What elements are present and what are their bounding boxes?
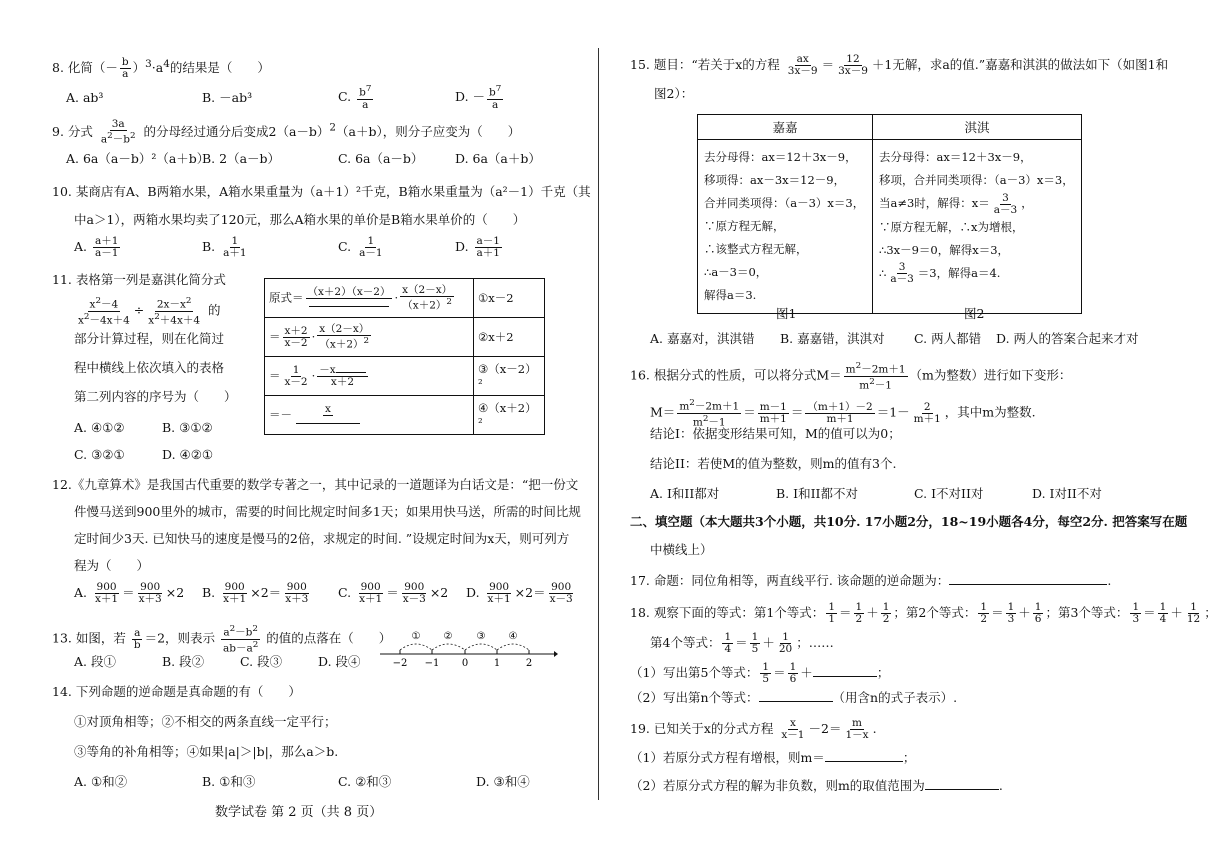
q13-stem: 13. 如图，若 $\frac{a}{b}$ ＝2，则表示 $\frac{a^2-b^2}{ab-a^2}$ 的值的点落在（ ） <box>52 624 392 654</box>
q14-option-b: B. ①和③ <box>202 774 256 789</box>
q11-option-d: D. ④②① <box>162 447 214 462</box>
q12-line3: 定时间少3天. 已知快马的速度是慢马的2倍，求规定的时间. ”设规定时间为x天，则可列方 <box>74 531 570 546</box>
q19-line1: 19. 已知关于x的分式方程 $\frac{x}{x-1}$ －2＝ $\frac{m}{1-x}$ . <box>630 717 877 741</box>
jiajia-solution: 去分母得：ax＝12＋3x－9， 移项得：ax－3x＝12－9， 合并同类项得：（a－3）x＝3， ∵原方程无解， ∴该整式方程无解， ∴a－3＝0， 解得a＝3. <box>698 140 873 314</box>
q15-option-b: B. 嘉嘉错，淇淇对 <box>780 331 885 346</box>
q11-line5: 第二列内容的序号为（ ） <box>74 389 237 404</box>
header-qiqi: 淇淇 <box>873 115 1082 140</box>
q14-stem: 14. 下列命题的逆命题是真命题的有（ ） <box>52 684 301 699</box>
q11-cell: 原式＝ （x＋2）（x－2） · $\frac{x(2-x)}{(x+2)^2}$ <box>265 279 474 318</box>
q12-line4: 程为（ ） <box>74 558 150 573</box>
q11-line2: $\frac{x^2-4}{x^2-4x+4}$ ÷ $\frac{2x-x^2}{x^2+4x+4}$ 的 <box>78 296 221 326</box>
q11-line1: 11. 表格第一列是嘉淇化简分式 <box>52 272 226 287</box>
q15-line1: 15. 题目：“若关于x的方程 $\frac{ax}{3x-9}$ ＝ $\frac{12}{3x-9}$ ＋1无解，求a的值.”嘉嘉和淇淇的做法如下（如图1和 <box>630 53 1169 77</box>
q11-line3: 部分计算过程，则在化简过 <box>74 331 225 346</box>
q8-stem: 8. 化简（－ $\frac{b}{a}$ ）$^3\cdot a^4$的结果是（ ） <box>52 56 270 81</box>
q9-stem: 9. 分式 $\frac{3a}{a^2-b^2}$ 的分母经过通分后变成$2(a-b)^2(a+b)$，则分子应变为（ ） <box>52 118 521 146</box>
q8-option-c: C. $\frac{b^7}{a}$ <box>338 84 372 111</box>
q18-part1: （1）写出第5个等式： $\frac{1}{5}$ ＝ $\frac{1}{6}$ ＋ ； <box>630 661 890 685</box>
q9-option-b: B. 2（a－b） <box>202 151 281 166</box>
q12-option-c: C. $\frac{900}{x+1}$ ＝ $\frac{900}{x-3}$ ×2 <box>338 581 449 605</box>
q18-line1: 18. 观察下面的等式：第1个等式： $\frac{1}{1}$ ＝ $\frac{1}{2}$ ＋ $\frac{1}{2}$ ；第2个等式： $\frac{1}{2}$ ＝ $\frac{1}{3}$ ＋ $\frac{1}{6}$ ；第3个等式： $\frac{1}{3}$ ＝ $\frac{1}{4}$ ＋ $\frac{1}{12}$ ； <box>630 601 1217 625</box>
segment-label: ④ <box>508 631 518 642</box>
tick-label: 1 <box>493 658 501 669</box>
segment-label: ③ <box>476 631 486 642</box>
q15-option-c: C. 两人都错 <box>914 331 982 346</box>
q19-part2: （2）若原分式方程的解为非负数，则m的取值范围为 . <box>630 778 1003 793</box>
q14-option-c: C. ②和③ <box>338 774 392 789</box>
q10-option-a: A. $\frac{a+1}{a-1}$ <box>74 235 119 259</box>
q15-line2: 图2）： <box>654 86 694 101</box>
q8-option-b: B. －ab³ <box>202 90 253 105</box>
q12-option-b: B. $\frac{900}{x+1}$ ×2＝ $\frac{900}{x+3}$ <box>202 581 309 605</box>
q9-option-d: D. 6a（a＋b） <box>455 151 541 166</box>
figure-caption-1: 图1 <box>776 306 797 321</box>
q10-line1: 10. 某商店有A、B两箱水果，A箱水果重量为（a＋1）²千克，B箱水果重量为（a²－1）千克（其 <box>52 184 591 199</box>
q16-conclusion-2: 结论II：若使M的值为整数，则m的值有3个. <box>650 456 897 471</box>
q14-line2: ③等角的补角相等；④如果|a|＞|b|，那么a＞b. <box>74 744 339 759</box>
q13-option-c: C. 段③ <box>240 654 283 669</box>
q11-cell: ③（x－2）² <box>474 357 545 396</box>
q16-conclusion-1: 结论I：依据变形结果可知，M的值可以为0； <box>650 426 901 441</box>
q18-part2: （2）写出第n个等式： （用含n的式子表示）. <box>630 690 958 705</box>
q8-option-d: D. － $\frac{b^7}{a}$ <box>455 84 502 111</box>
tick-label: 0 <box>461 658 469 669</box>
segment-label: ② <box>443 631 453 642</box>
q12-line2: 件慢马送到900里外的城市，需要的时间比规定时间多1天；如果用快马送，所需的时间比规 <box>74 504 581 519</box>
q16-line1: 16. 根据分式的性质，可以将分式M＝ $\frac{m^2-2m+1}{m^2-1}$ （m为整数）进行如下变形： <box>630 361 1072 391</box>
q11-table <box>264 278 545 435</box>
q14-line1: ①对顶角相等；②不相交的两条直线一定平行； <box>74 714 337 729</box>
table-row <box>265 318 545 357</box>
q11-line4: 程中横线上依次填入的表格 <box>74 360 225 375</box>
q11-cell: ②x＋2 <box>474 318 545 357</box>
q10-line2: 中a＞1），两箱水果均卖了120元，那么A箱水果的单价是B箱水果单价的（ ） <box>74 212 526 227</box>
q10-option-d: D. $\frac{a-1}{a+1}$ <box>455 235 500 259</box>
table-row <box>265 396 545 435</box>
tick-label: −2 <box>392 658 408 669</box>
segment-label: ① <box>411 631 421 642</box>
q13-option-b: B. 段② <box>162 654 205 669</box>
q13-option-d: D. 段④ <box>318 654 361 669</box>
q10-option-c: C. $\frac{1}{a-1}$ <box>338 235 383 259</box>
section-2-heading-cont: 中横线上） <box>650 542 713 557</box>
q16-option-b: B. I和II都不对 <box>776 486 858 501</box>
column-divider <box>598 48 599 800</box>
q18-line2: 第4个等式： $\frac{1}{4}$ ＝ $\frac{1}{5}$ ＋ $\frac{1}{20}$ ；…… <box>650 631 834 655</box>
header-jiajia: 嘉嘉 <box>698 115 873 140</box>
q10-option-b: B. $\frac{1}{a+1}$ <box>202 235 247 259</box>
q11-cell: ①x－2 <box>474 279 545 318</box>
q11-option-c: C. ③②① <box>74 447 125 462</box>
q11-option-a: A. ④①② <box>74 420 125 435</box>
tick-label: 2 <box>525 658 533 669</box>
q16-option-c: C. I不对II对 <box>914 486 984 501</box>
q15-table <box>697 114 1082 314</box>
qiqi-solution: 去分母得：ax＝12＋3x－9， 移项，合并同类项得：（a－3）x＝3， 当a≠3时，解得：x＝ $\frac{3}{a-3}$ ， ∵原方程无解，∴x为增根， ∴3x－9＝0，解得x＝3， ∴ $\frac{3}{a-3}$ ＝3，解得a＝4. <box>873 140 1082 314</box>
table-row <box>265 279 545 318</box>
q19-part1: （1）若原分式方程有增根，则m＝ ； <box>630 750 916 765</box>
figure-caption-2: 图2 <box>964 306 985 321</box>
right-column <box>604 0 1217 847</box>
left-column <box>0 0 598 847</box>
q14-option-d: D. ③和④ <box>476 774 530 789</box>
q11-cell: ＝－ x <box>265 396 474 435</box>
q11-option-b: B. ③①② <box>162 420 213 435</box>
q15-option-d: D. 两人的答案合起来才对 <box>996 331 1139 346</box>
q8-option-a: A. ab³ <box>66 90 104 105</box>
q11-cell: ＝ $\frac{1}{x-2}$ · $\frac{-x}{x+2}$ <box>265 357 474 396</box>
q16-option-a: A. I和II都对 <box>650 486 720 501</box>
q17: 17. 命题：同位角相等，两直线平行. 该命题的逆命题为： . <box>630 573 1112 588</box>
section-2-heading: 二、填空题（本大题共3个小题，共10分. 17小题2分，18~19小题各4分，每空2分. 把答案写在题 <box>630 514 1188 529</box>
q11-cell: ④（x＋2）² <box>474 396 545 435</box>
q12-option-a: A. $\frac{900}{x+1}$ ＝ $\frac{900}{x+3}$ ×2 <box>74 581 185 605</box>
q13-option-a: A. 段① <box>74 654 116 669</box>
q12-option-d: D. $\frac{900}{x+1}$ ×2＝ $\frac{900}{x-3}$ <box>466 581 573 605</box>
q13-number-line <box>378 628 558 668</box>
q9-option-a: A. 6a（a－b）²（a＋b） <box>66 151 210 166</box>
q14-option-a: A. ①和② <box>74 774 128 789</box>
table-row <box>265 357 545 396</box>
q12-line1: 12.《九章算术》是我国古代重要的数学专著之一，其中记录的一道题译为白话文是：“把一份文 <box>52 477 579 492</box>
page-footer: 数学试卷 第 2 页（共 8 页） <box>215 805 383 820</box>
q11-cell: ＝ $\frac{x+2}{x-2}$ · $\frac{x(2-x)}{(x+2)^2}$ <box>265 318 474 357</box>
q16-line2: M＝ $\frac{m^2-2m+1}{m^2-1}$ ＝ $\frac{m-1}{m+1}$ ＝ $\frac{(m+1)-2}{m+1}$ ＝1－ $\frac{2}{m+1}$ ，其中m为整数. <box>650 398 1036 428</box>
q9-option-c: C. 6a（a－b） <box>338 151 424 166</box>
tick-label: −1 <box>424 658 440 669</box>
q15-option-a: A. 嘉嘉对，淇淇错 <box>650 331 755 346</box>
q16-option-d: D. I对II不对 <box>1032 486 1102 501</box>
